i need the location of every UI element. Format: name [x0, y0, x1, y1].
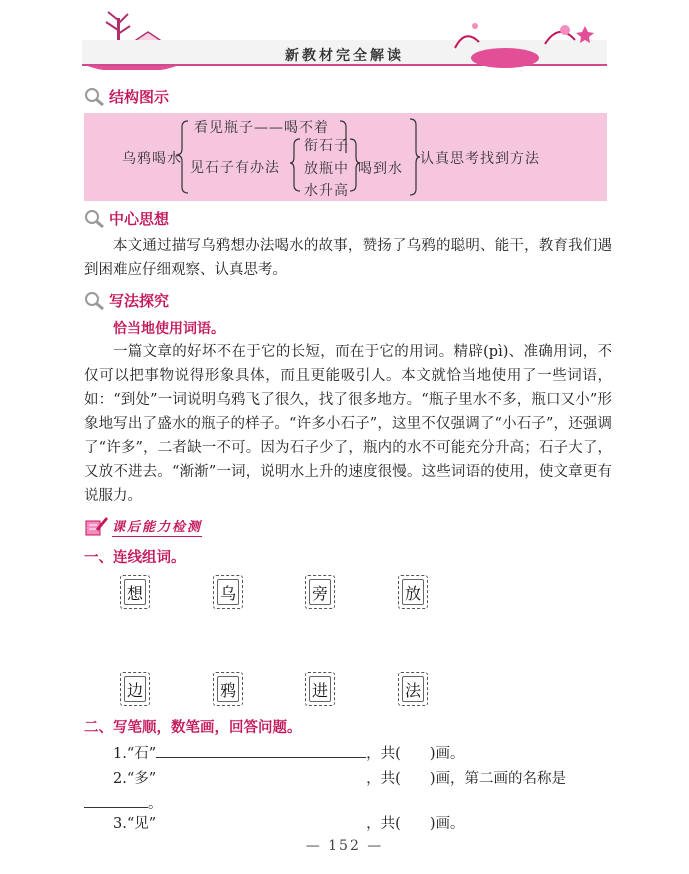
char-top-4: 放 [404, 583, 421, 603]
diagram-root: 乌鸦喝水 [122, 151, 182, 167]
diagram-conclusion: 认真思考找到方法 [420, 151, 540, 167]
q2-item2-suffix: ，共( )画，第二画的名称是 [366, 771, 566, 787]
section-writing-title: 写法探究 [109, 292, 170, 310]
char-bottom-4: 法 [404, 680, 421, 700]
char-bottom-2: 鸦 [219, 680, 236, 700]
char-box-bottom-2[interactable] [213, 672, 243, 706]
section-theme-heading [84, 208, 169, 229]
theme-paragraph: 本文通过描写乌鸦想办法喝水的故事，赞扬了乌鸦的聪明、能干，教育我们遇到困难应仔细观察、认真思考。 [84, 238, 612, 278]
q2-item2-continued [84, 792, 163, 813]
char-box-top-4[interactable] [398, 575, 428, 609]
diagram-step3: 水升高 [304, 183, 349, 199]
exercise-heading [84, 515, 202, 537]
diagram-branch1: 看见瓶子——喝不着 [194, 120, 329, 136]
char-box-top-3[interactable] [305, 575, 335, 609]
q2-item3-suffix: ，共( )画。 [366, 816, 465, 832]
q2-item2-answer-line[interactable] [84, 794, 148, 808]
exercise-label: 课后能力检测 [112, 516, 202, 537]
char-box-bottom-1[interactable] [120, 672, 150, 706]
char-top-2: 乌 [219, 583, 236, 603]
writing-subtitle: 恰当地使用词语。 [113, 321, 225, 337]
page-number: — 152 — [305, 838, 384, 854]
diagram-step2: 放瓶中 [304, 161, 349, 177]
writing-paragraph: 一篇文章的好坏不在于它的长短，而在于它的用词。精辟(pì)、准确用词，不仅可以把事物说得形象具体，而且更能吸引人。本文就恰当地使用了一些词语，如：“到处”一词说明乌鸦飞了很久，找了很多地方。“瓶子里水不多，瓶口又小”形象地写出了盛水的瓶子的样子。“许多小石子”，这里不仅强调了“小石子”，还强调了“许多”，二者缺一不可。因为石子少了，瓶内的水不可能充分升高；石子大了，又放不进去。“渐渐”一词，说明水上升的速度很慢。这些词语的使用，使文章更有说服力。 [84, 344, 612, 504]
q1-title: 一、连线组词。 [84, 550, 186, 566]
section-structure-heading [84, 86, 169, 107]
structure-diagram [84, 113, 607, 201]
diagram-brackets [84, 113, 607, 201]
char-bottom-1: 边 [126, 680, 143, 700]
notebook-pencil-icon [84, 515, 108, 537]
section-structure-title: 结构图示 [109, 88, 170, 106]
diagram-branch2: 见石子有办法 [190, 160, 280, 176]
char-box-top-1[interactable] [120, 575, 150, 609]
flower-decoration-icon [445, 18, 605, 68]
q2-item1-label: 1.“石” [113, 746, 157, 762]
page-header [0, 0, 689, 82]
q2-item2-end: 。 [148, 796, 163, 812]
magnifier-icon [84, 209, 106, 229]
char-box-bottom-4[interactable] [398, 672, 428, 706]
q2-item3 [113, 812, 465, 833]
diagram-step1: 衔石子 [304, 138, 349, 154]
char-box-top-2[interactable] [213, 575, 243, 609]
q2-item2 [113, 767, 566, 788]
char-top-1: 想 [126, 583, 143, 603]
q2-item1-suffix: ，共( )画。 [366, 746, 465, 762]
header-title: 新教材完全解读 [285, 48, 404, 64]
q2-item1-answer-line[interactable] [156, 744, 366, 758]
char-bottom-3: 进 [311, 680, 328, 700]
magnifier-icon [84, 87, 106, 107]
section-writing-heading [84, 290, 169, 311]
q2-item1 [113, 742, 465, 763]
char-box-bottom-3[interactable] [305, 672, 335, 706]
q2-item3-label: 3.“见” [113, 816, 157, 832]
char-top-3: 旁 [311, 583, 328, 603]
diagram-result: 喝到水 [358, 161, 403, 177]
magnifier-icon [84, 291, 106, 311]
section-theme-title: 中心思想 [109, 210, 170, 228]
q2-title: 二、写笔顺，数笔画，回答问题。 [84, 720, 302, 736]
q2-item2-label: 2.“多” [113, 771, 157, 787]
